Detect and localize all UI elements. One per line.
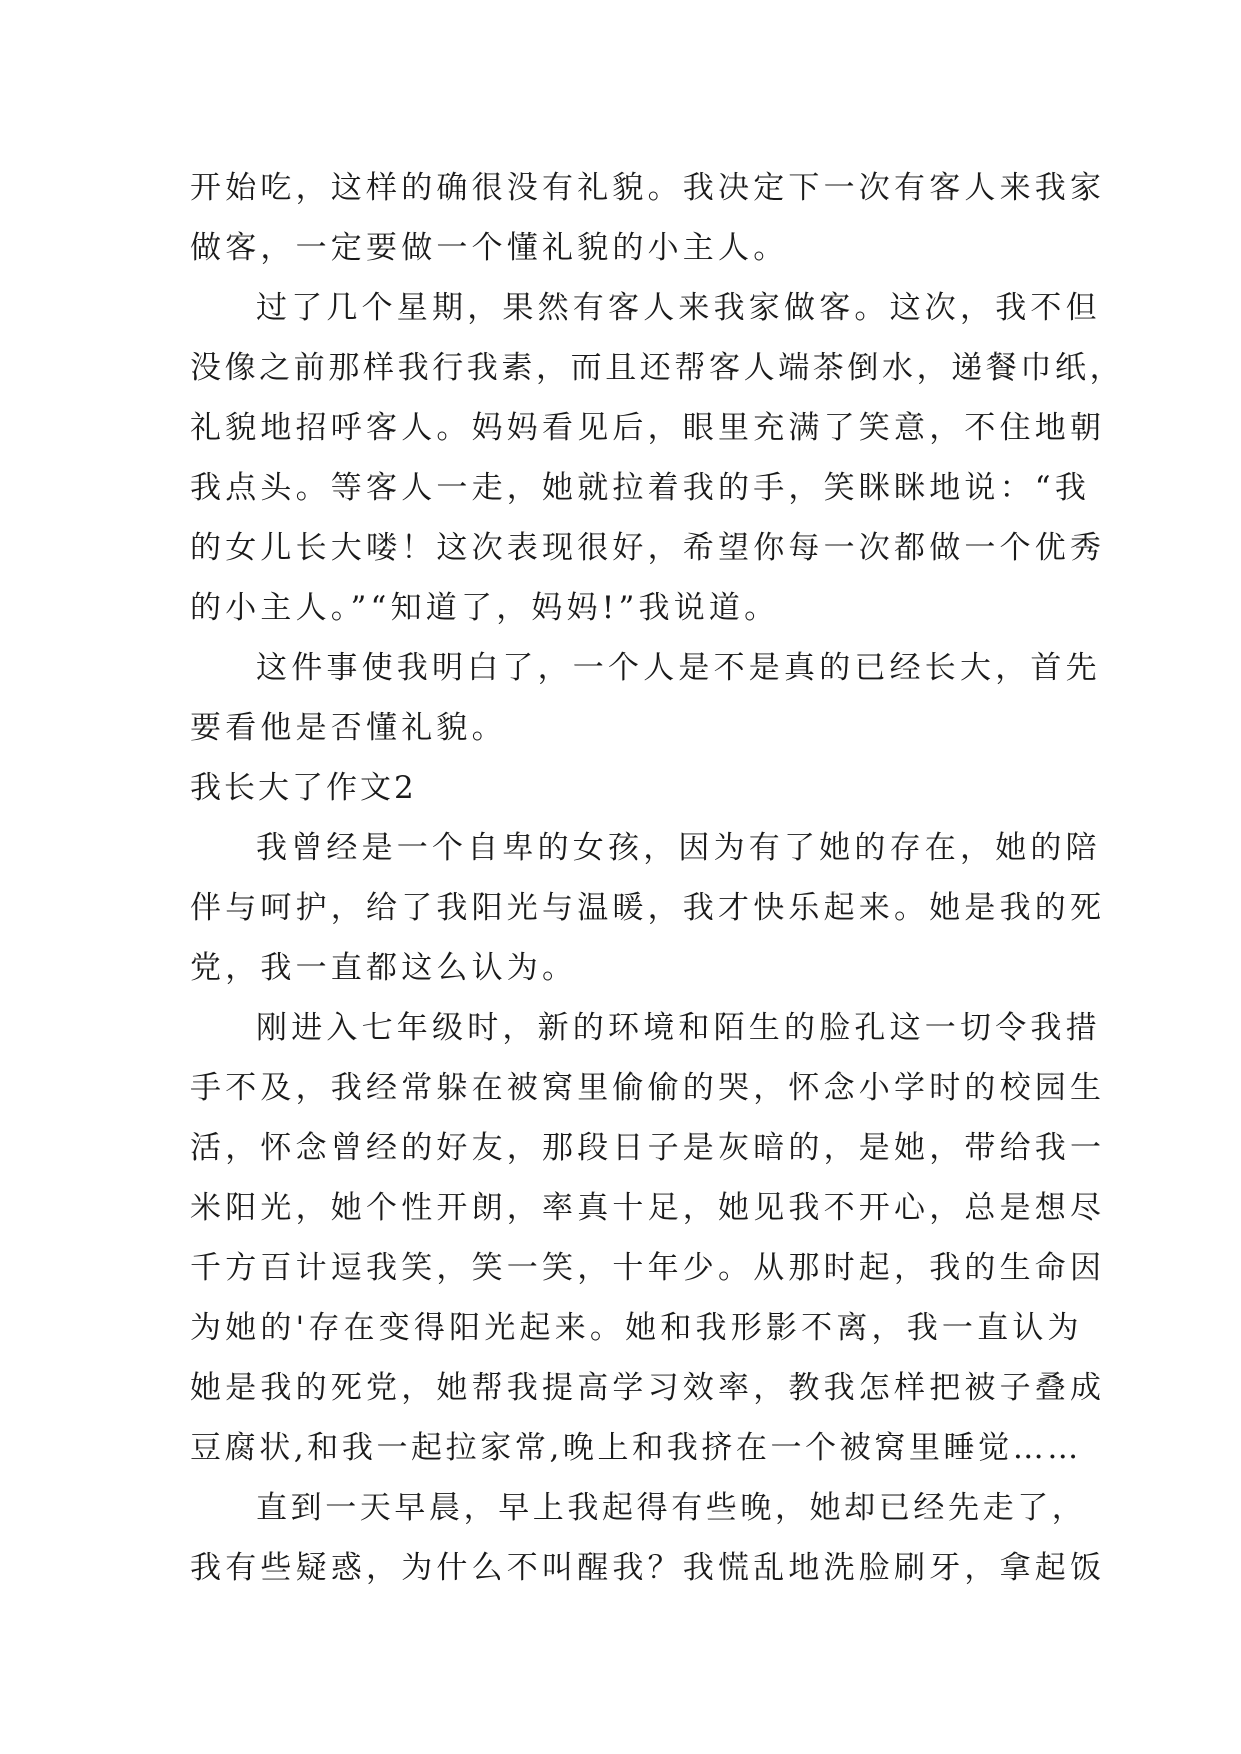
text-line: 手不及，我经常躲在被窝里偷偷的哭，怀念小学时的校园生 bbox=[190, 1070, 1106, 1106]
text-line: 的小主人。”“知道了，妈妈!”我说道。 bbox=[190, 590, 780, 626]
text-line: 礼貌地招呼客人。妈妈看见后，眼里充满了笑意，不住地朝 bbox=[190, 410, 1106, 446]
text-line: 活，怀念曾经的好友，那段日子是灰暗的，是她，带给我一 bbox=[190, 1130, 1106, 1166]
text-line: 做客，一定要做一个懂礼貌的小主人。 bbox=[190, 230, 789, 266]
text-line: 千方百计逗我笑，笑一笑，十年少。从那时起，我的生命因 bbox=[190, 1250, 1106, 1286]
text-line: 要看他是否懂礼貌。 bbox=[190, 710, 507, 746]
text-line: 她是我的死党，她帮我提高学习效率，教我怎样把被子叠成 bbox=[190, 1370, 1106, 1406]
paragraph-start-line: 这件事使我明白了，一个人是不是真的已经长大，首先 bbox=[256, 650, 1101, 686]
section-heading: 我长大了作文2 bbox=[190, 770, 417, 806]
text-line: 没像之前那样我行我素，而且还帮客人端茶倒水，递餐巾纸， bbox=[190, 350, 1125, 386]
paragraph-start-line: 直到一天早晨，早上我起得有些晚，她却已经先走了， bbox=[256, 1490, 1087, 1526]
text-line: 为她的'存在变得阳光起来。她和我形影不离，我一直认为 bbox=[190, 1310, 1083, 1346]
text-line: 我有些疑惑，为什么不叫醒我？我慌乱地洗脸刷牙，拿起饭 bbox=[190, 1550, 1106, 1586]
text-line: 的女儿长大喽！这次表现很好，希望你每一次都做一个优秀 bbox=[190, 530, 1106, 566]
text-line: 开始吃，这样的确很没有礼貌。我决定下一次有客人来我家 bbox=[190, 170, 1106, 206]
text-line: 党，我一直都这么认为。 bbox=[190, 950, 578, 986]
text-line: 米阳光，她个性开朗，率真十足，她见我不开心，总是想尽 bbox=[190, 1190, 1106, 1226]
paragraph-start-line: 我曾经是一个自卑的女孩，因为有了她的存在，她的陪 bbox=[256, 830, 1101, 866]
text-line: 豆腐状,和我一起拉家常,晚上和我挤在一个被窝里睡觉…… bbox=[190, 1430, 1082, 1466]
paragraph-start-line: 过了几个星期，果然有客人来我家做客。这次，我不但 bbox=[256, 290, 1101, 326]
text-line: 伴与呵护，给了我阳光与温暖，我才快乐起来。她是我的死 bbox=[190, 890, 1106, 926]
document-page bbox=[190, 158, 1125, 1598]
text-line: 我点头。等客人一走，她就拉着我的手，笑眯眯地说：“我 bbox=[190, 470, 1091, 506]
paragraph-start-line: 刚进入七年级时，新的环境和陌生的脸孔这一切令我措 bbox=[256, 1010, 1101, 1046]
